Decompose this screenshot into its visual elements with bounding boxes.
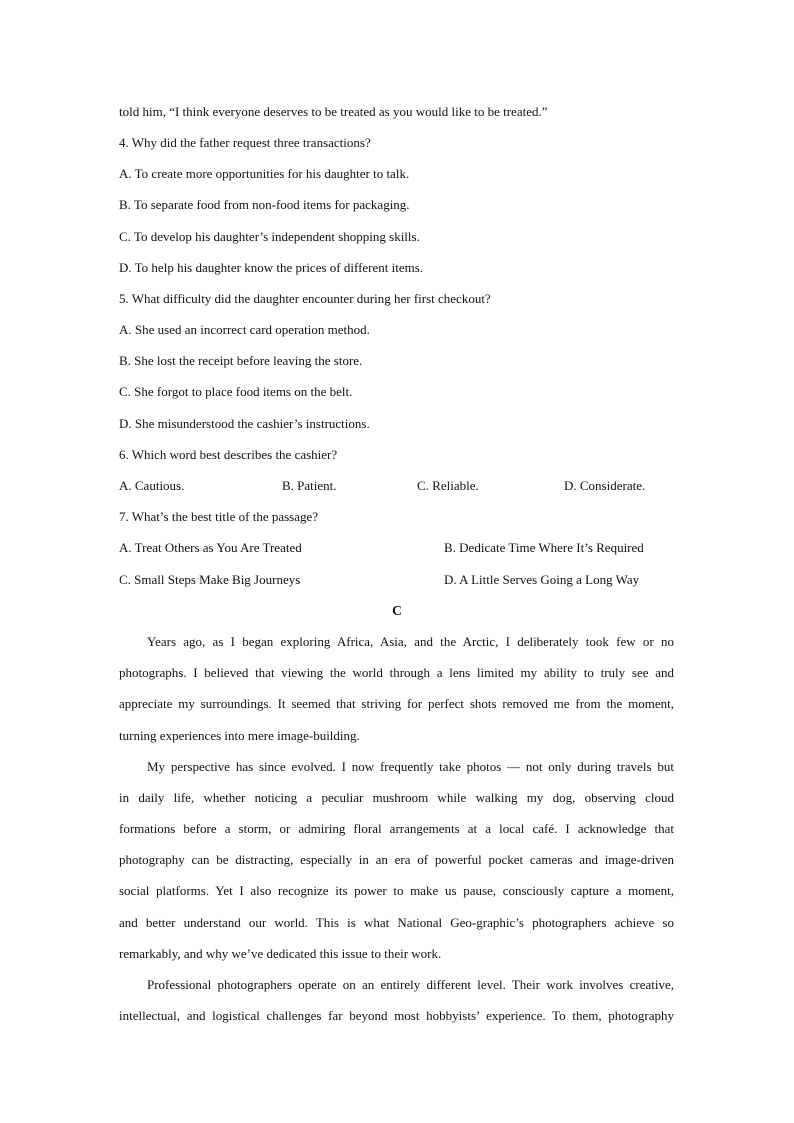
question-5-option-b: B. She lost the receipt before leaving the store. <box>119 353 363 368</box>
passage-line: and better understand our world. This is what National Geo-graphic’s photographers achieve so <box>119 915 674 930</box>
question-6-stem: 6. Which word best describes the cashier? <box>119 447 338 462</box>
passage-line: turning experiences into mere image-building. <box>119 728 360 743</box>
question-7-option-c: C. Small Steps Make Big Journeys <box>119 572 301 587</box>
passage-line: My perspective has since evolved. I now frequently take photos — not only during travels but <box>147 759 674 774</box>
passage-line: Years ago, as I began exploring Africa, Asia, and the Arctic, I deliberately took few or no <box>147 634 674 649</box>
section-heading: C <box>392 603 402 618</box>
passage-continuation-line: told him, “I think everyone deserves to be treated as you would like to be treated.” <box>119 104 548 119</box>
question-6-option-a: A. Cautious. <box>119 478 185 493</box>
question-4-option-a: A. To create more opportunities for his daughter to talk. <box>119 166 410 181</box>
passage-line: intellectual, and logistical challenges far beyond most hobbyists’ experience. To them, photography <box>119 1008 674 1023</box>
question-5-option-a: A. She used an incorrect card operation method. <box>119 322 370 337</box>
passage-line: Professional photographers operate on an entirely different level. Their work involves creative, <box>147 977 674 992</box>
passage-line: formations before a storm, or admiring floral arrangements at a local café. I acknowledge that <box>119 821 674 836</box>
passage-line: appreciate my surroundings. It seemed that striving for perfect shots removed me from the moment, <box>119 696 674 711</box>
question-6-option-c: C. Reliable. <box>417 478 479 493</box>
question-5-stem: 5. What difficulty did the daughter encounter during her first checkout? <box>119 291 491 306</box>
question-5-option-d: D. She misunderstood the cashier’s instructions. <box>119 416 370 431</box>
question-7-option-a: A. Treat Others as You Are Treated <box>119 540 302 555</box>
question-6-option-d: D. Considerate. <box>564 478 646 493</box>
question-4-option-c: C. To develop his daughter’s independent shopping skills. <box>119 229 420 244</box>
question-4-option-d: D. To help his daughter know the prices of different items. <box>119 260 424 275</box>
question-6-option-b: B. Patient. <box>282 478 337 493</box>
question-7-option-d: D. A Little Serves Going a Long Way <box>444 572 640 587</box>
question-7-stem: 7. What’s the best title of the passage? <box>119 509 319 524</box>
passage-line: remarkably, and why we’ve dedicated this issue to their work. <box>119 946 442 961</box>
question-7-option-b: B. Dedicate Time Where It’s Required <box>444 540 644 555</box>
passage-line: photography can be distracting, especially in an era of powerful pocket cameras and image-driven <box>119 852 674 867</box>
passage-line: in daily life, whether noticing a peculiar mushroom while walking my dog, observing cloud <box>119 790 674 805</box>
question-4-stem: 4. Why did the father request three transactions? <box>119 135 371 150</box>
passage-line: photographs. I believed that viewing the world through a lens limited my ability to truly see and <box>119 665 674 680</box>
question-4-option-b: B. To separate food from non-food items for packaging. <box>119 197 410 212</box>
question-5-option-c: C. She forgot to place food items on the belt. <box>119 384 353 399</box>
passage-line: social platforms. Yet I also recognize its power to make us pause, consciously capture a moment, <box>119 883 674 898</box>
